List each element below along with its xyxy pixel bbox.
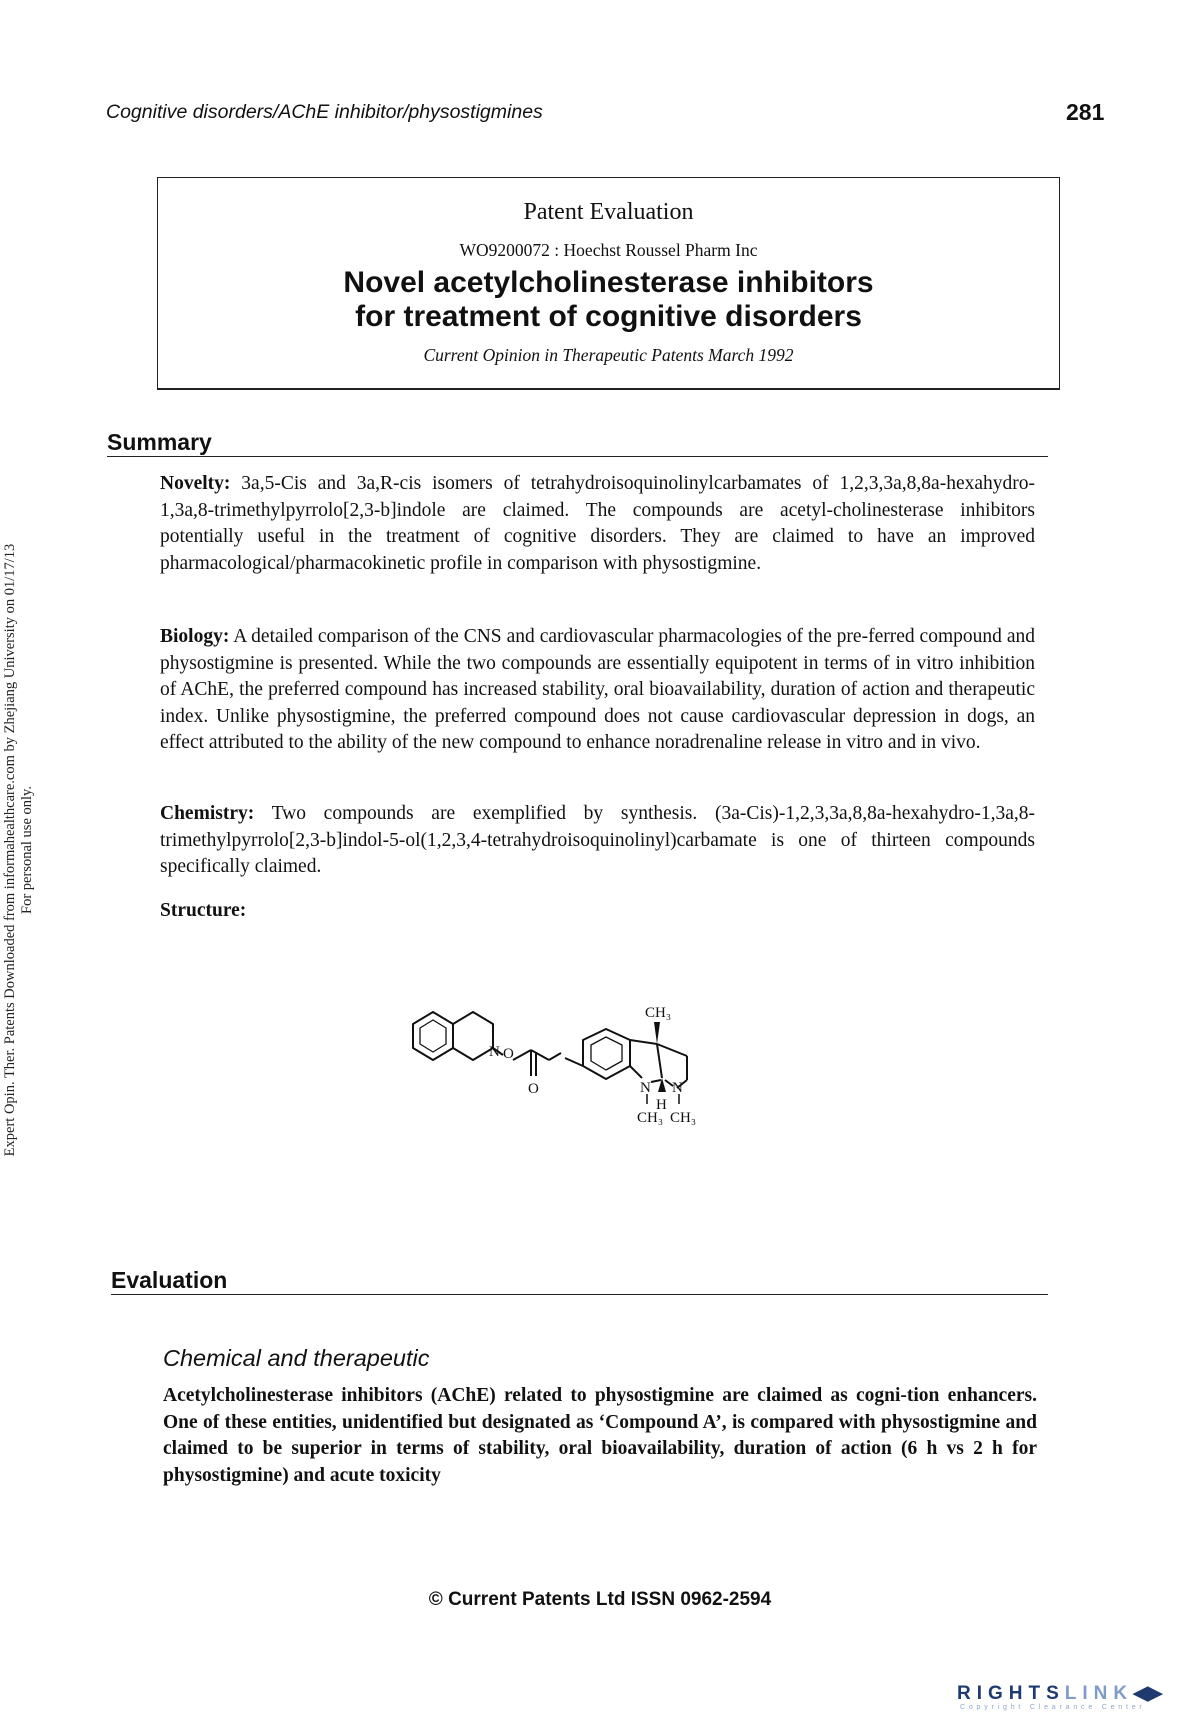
rightslink-arrow-icon: ◀▶ (1133, 1683, 1163, 1704)
patent-evaluation-box (157, 177, 1060, 390)
structure-paragraph (160, 898, 1035, 925)
patent-number-line: WO9200072 : Hoechst Roussel Pharm Inc (459, 240, 758, 260)
indoline-benzene-ring (583, 1029, 630, 1079)
isoquinoline-benzene-ring (413, 1012, 453, 1060)
side-note-line-2: For personal use only. (19, 786, 35, 914)
article-title-line-1: Novel acetylcholinesterase inhibitors (343, 266, 874, 299)
novelty-label: Novelty: (160, 473, 231, 494)
oxygen-carbonyl: O (528, 1081, 539, 1097)
evaluation-rule (111, 1294, 1048, 1295)
chemistry-label: Chemistry: (160, 803, 255, 824)
running-title: Cognitive disorders/AChE inhibitor/physostigmines (106, 101, 543, 123)
methyl-top-label: CH₃ (645, 1005, 672, 1021)
article-title (158, 266, 1059, 334)
summary-rule (107, 456, 1048, 457)
evaluation-heading: Evaluation (111, 1267, 228, 1293)
hydrogen-label: H (656, 1097, 667, 1113)
chemistry-text: Two compounds are exemplified by synthesis. (3a-Cis)-1,2,3,3a,8,8a-hexahydro-1,3a,8-trimethylpyrrolo[2,3-b]indol-5-ol(1,2,3,4-tetrahydroisoquinolinyl)carbamate is one of thirteen compounds specifically claimed. (160, 803, 1035, 877)
page-number: 281 (1066, 99, 1105, 125)
journal-source: Current Opinion in Therapeutic Patents March 1992 (423, 345, 794, 365)
chemistry-paragraph (160, 801, 1035, 881)
methyl-left-label: CH₃ (637, 1110, 664, 1126)
rightslink-part-1: RIGHTS (957, 1683, 1065, 1704)
isoquinoline-aromatic-inner (420, 1020, 446, 1052)
article-title-line-2: for treatment of cognitive disorders (355, 300, 862, 333)
novelty-paragraph (160, 471, 1035, 577)
nitrogen-indoline: N (640, 1080, 651, 1096)
chemical-structure-diagram (405, 1000, 785, 1160)
side-note-line-1: Expert Opin. Ther. Patents Downloaded from informahealthcare.com by Zhejiang University on 01/17/13 (2, 543, 18, 1157)
box-label: Patent Evaluation (523, 199, 694, 225)
rightslink-part-2: LINK (1064, 1683, 1134, 1704)
biology-text: A detailed comparison of the CNS and cardiovascular pharmacologies of the pre-ferred compound and physostigmine is presented. While the two compounds are essentially equipotent in terms of in vitro inhibition of AChE, the preferred compound has increased stability, oral bioavailability, duration of action and therapeutic index. Unlike physostigmine, the preferred compound does not cause cardiovascular depression in dogs, an effect attributed to the ability of the new compound to enhance noradrenaline release in vitro and in vivo. (160, 626, 1035, 753)
summary-heading: Summary (107, 429, 212, 455)
methyl-wedge-bond (654, 1022, 660, 1044)
methyl-right-label: CH₃ (670, 1110, 697, 1126)
oxygen-ester: O (503, 1046, 514, 1062)
biology-paragraph (160, 624, 1035, 757)
download-side-note (2, 470, 36, 1230)
rightslink-logo (957, 1682, 1162, 1705)
evaluation-subheading: Chemical and therapeutic (163, 1345, 430, 1371)
copyright-footer: © Current Patents Ltd ISSN 0962-2594 (428, 1589, 772, 1610)
nitrogen-isoquinoline: N (489, 1044, 500, 1060)
nitrogen-pyrrolidine: N (672, 1080, 683, 1096)
evaluation-paragraph: Acetylcholinesterase inhibitors (AChE) related to physostigmine are claimed as cogni-tion enhancers. One of these entities, unidentified but designated as ‘Compound A’, is compared with physostigmine and claimed to be superior in terms of stability, oral bioavailability, duration of action (6 h vs 2 h for physostigmine) and acute toxicity (163, 1385, 1037, 1486)
indoline-aromatic-inner (591, 1037, 622, 1070)
rightslink-tagline: Copyright Clearance Center (960, 1704, 1146, 1711)
structure-label: Structure: (160, 900, 247, 921)
isoquinoline-saturated-ring (453, 1012, 493, 1060)
biology-label: Biology: (160, 626, 230, 647)
novelty-text: 3a,5-Cis and 3a,R-cis isomers of tetrahydroisoquinolinylcarbamates of 1,2,3,3a,8,8a-hexahydro-1,3a,8-trimethylpyrrolo[2,3-b]indole are claimed. The compounds are acetyl-cholinesterase inhibitors potentially useful in the treatment of cognitive disorders. They are claimed to have an improved pharmacological/pharmacokinetic profile in comparison with physostigmine. (160, 473, 1036, 574)
